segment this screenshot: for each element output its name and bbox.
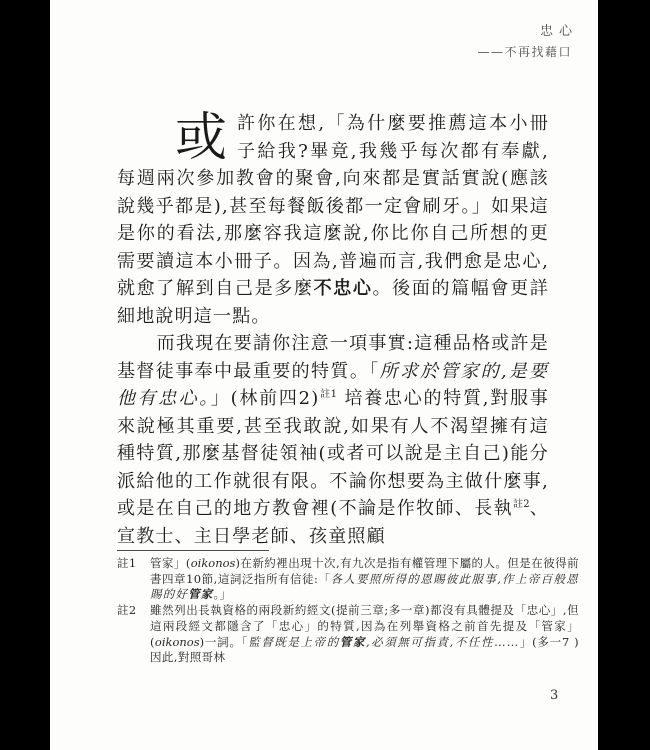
text-segment: 。後面的篇幅會更詳細地說明這一點。 <box>117 278 549 327</box>
paragraph-2-text <box>117 333 549 547</box>
text-segment: 、宣教士、主日學老師、孩童照顧 <box>117 498 549 547</box>
text-segment: 管家 <box>339 634 366 649</box>
book-page <box>50 0 598 750</box>
page-number: 3 <box>550 688 559 703</box>
footnote-label: 註2 <box>117 603 137 618</box>
running-header <box>477 20 578 60</box>
text-segment: 監督既是上帝的 <box>248 634 340 649</box>
chapter-title: 忠心 <box>539 24 578 39</box>
paragraph-1 <box>117 110 549 330</box>
text-segment: ,必須無可指責,不任性…… <box>365 634 520 649</box>
text-segment: )一詞。「 <box>199 634 249 649</box>
text-segment: )在新約裡出現十次,有九次是指有權管理下屬的人。但是在彼得前書四章10節,這詞泛指所有信徒:「 <box>150 556 579 586</box>
text-segment: oikonos <box>154 634 200 649</box>
chapter-subtitle: ——不再找藉口 <box>477 45 572 59</box>
text-segment: 」(多一7 )因此,對照哥林 <box>150 634 579 665</box>
text-segment: 註2 <box>513 499 530 510</box>
text-segment: 而我現在要請你注意一項事實:這種品格或許是基督徒事奉中最重要的特質。「 <box>117 333 549 382</box>
footnote <box>117 603 579 666</box>
body-text-column <box>117 110 549 550</box>
footnote-label: 註1 <box>117 556 137 570</box>
text-segment: 培養忠心的特質,對服事來說極其重要,甚至我敢說,如果有人不渴望擁有這種特質,那麼基督徒領袖(或者可以說是主自己)能分派給他的工作就很有限。不論你想要為主做什麼事,或是在自己的地方教會裡(不論是作牧師、長執 <box>117 388 550 519</box>
text-segment: oikonos <box>190 556 236 570</box>
footnote-text <box>150 603 579 666</box>
dropcap-character: 或 <box>175 108 228 168</box>
footnote <box>117 556 579 603</box>
paragraph-2 <box>117 330 549 550</box>
text-segment: 許你在想,「為什麼要推薦這本小冊子給我?畢竟,我幾乎每次都有奉獻,每週兩次參加教會的聚會,向來都是實話實說(應該說幾乎都是),甚至每餐飯後都一定會刷牙。」如果這是你的看法,那麼容我這麼說,你比你自己所想的更需要讀這本小冊子。因為,普遍而言,我們愈是忠心,就愈了解到自己是多麼 <box>117 113 549 299</box>
text-segment: 管家」( <box>150 556 191 570</box>
text-segment: 雖然列出長執資格的兩段新約經文(提前三章;多一章)都沒有具體提及「忠心」,但這兩段經文都隱含了「忠心」的特質,因為在列舉資格之前首先提及「管家」( <box>150 603 579 649</box>
text-segment: 各人要照所得的恩賜彼此服事,作上帝百般恩賜的好 <box>150 571 579 602</box>
text-segment: 所求於管家的,是要他有忠心。 <box>117 360 549 409</box>
footnote-separator-rule <box>117 550 269 551</box>
footnote-text <box>150 556 579 603</box>
text-segment: 」(林前四2) <box>210 388 320 409</box>
text-segment: 註1 <box>319 389 337 400</box>
text-segment: 。」 <box>213 587 232 602</box>
footnotes-block <box>117 556 579 666</box>
text-segment: 管家 <box>188 587 214 602</box>
text-segment: 不忠心 <box>313 278 373 299</box>
